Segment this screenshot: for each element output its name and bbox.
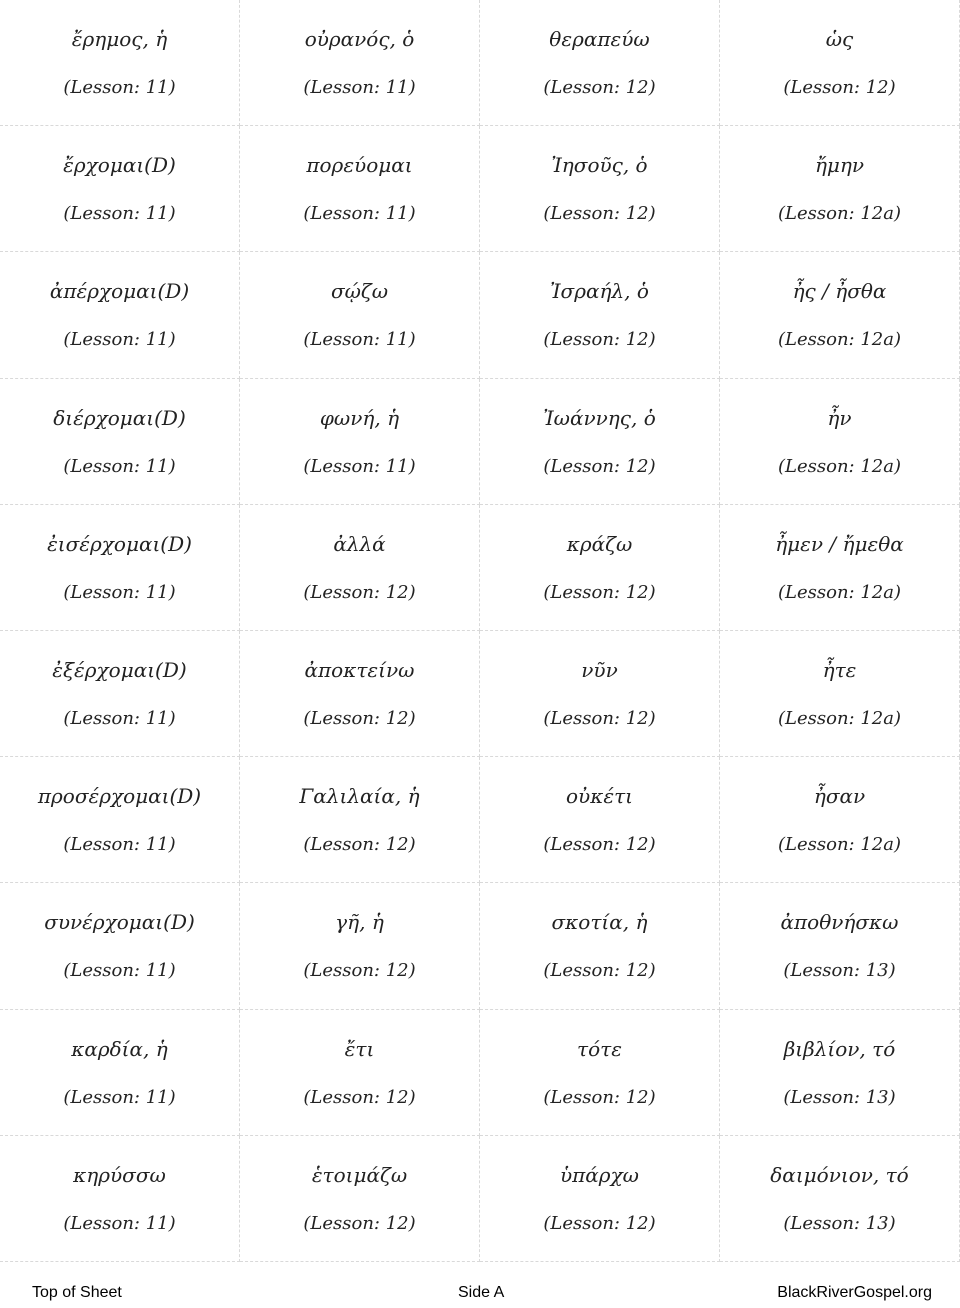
flashcard-lesson: (Lesson: 11): [63, 960, 176, 982]
flashcard: [480, 757, 720, 883]
flashcard-lesson: (Lesson: 13): [783, 960, 896, 982]
flashcard: [0, 379, 240, 505]
flashcard: [720, 757, 960, 883]
flashcard-lesson: (Lesson: 11): [63, 707, 176, 729]
flashcard-word: σῴζω: [330, 279, 389, 304]
flashcard-lesson: (Lesson: 12): [543, 1212, 656, 1234]
flashcard: [480, 505, 720, 631]
flashcard-word: κηρύσσω: [73, 1162, 166, 1187]
flashcard-lesson: (Lesson: 12a): [778, 329, 901, 351]
flashcard: [0, 252, 240, 378]
flashcard-lesson: (Lesson: 11): [303, 77, 416, 98]
flashcard-lesson: (Lesson: 12): [783, 77, 896, 98]
flashcard: [0, 1136, 240, 1262]
flashcard-lesson: (Lesson: 12): [303, 581, 416, 603]
flashcard-lesson: (Lesson: 11): [63, 834, 176, 856]
flashcard-lesson: (Lesson: 11): [63, 329, 176, 351]
flashcard: [0, 0, 240, 126]
flashcard-word: γῆ, ἡ: [335, 910, 384, 935]
flashcard: [720, 252, 960, 378]
flashcard-word: ἤμην: [814, 153, 865, 178]
flashcard: [480, 126, 720, 252]
flashcard-word: Ἰωάννης, ὁ: [543, 405, 656, 430]
flashcard: [240, 1010, 480, 1136]
flashcard: [0, 757, 240, 883]
flashcard-word: ἦσαν: [813, 784, 866, 809]
flashcard-lesson: (Lesson: 13): [783, 1086, 896, 1108]
flashcard-lesson: (Lesson: 12): [303, 1086, 416, 1108]
flashcard-word: πορεύομαι: [306, 153, 413, 178]
flashcard-word: ἦν: [827, 405, 852, 430]
flashcard-word: ἔτι: [344, 1036, 375, 1061]
flashcard: [720, 1010, 960, 1136]
flashcard-word: διέρχομαι(D): [53, 405, 186, 430]
flashcard-lesson: (Lesson: 12a): [778, 834, 901, 856]
flashcard-lesson: (Lesson: 12): [543, 581, 656, 603]
flashcard-lesson: (Lesson: 12): [543, 455, 656, 477]
flashcard-word: ἑτοιμάζω: [311, 1162, 408, 1187]
flashcard: [0, 883, 240, 1009]
footer-side-label: Side A: [458, 1284, 505, 1301]
flashcard-lesson: (Lesson: 12): [543, 329, 656, 351]
flashcard: [240, 505, 480, 631]
flashcard-lesson: (Lesson: 12a): [778, 581, 901, 603]
flashcard: [240, 0, 480, 126]
flashcard: [480, 0, 720, 126]
flashcard-lesson: (Lesson: 13): [783, 1212, 896, 1234]
flashcard-word: ἀποκτείνω: [304, 657, 415, 682]
flashcard: [720, 126, 960, 252]
flashcard-lesson: (Lesson: 11): [303, 203, 416, 225]
flashcard: [720, 631, 960, 757]
flashcard-word: ἀλλά: [333, 531, 386, 556]
flashcard-lesson: (Lesson: 12a): [778, 455, 901, 477]
flashcard-lesson: (Lesson: 11): [303, 329, 416, 351]
flashcard: [480, 883, 720, 1009]
flashcard: [0, 1010, 240, 1136]
flashcard: [240, 631, 480, 757]
flashcard-word: κράζω: [566, 531, 633, 556]
flashcard: [240, 252, 480, 378]
flashcard-word: ὑπάρχω: [560, 1162, 639, 1187]
flashcard: [240, 126, 480, 252]
flashcard-word: ἐξέρχομαι(D): [52, 657, 187, 682]
flashcard-word: σκοτία, ἡ: [551, 910, 648, 935]
flashcard: [480, 252, 720, 378]
flashcard: [720, 0, 960, 126]
flashcard-word: καρδία, ἡ: [71, 1036, 168, 1061]
flashcard-word: ἦς / ἦσθα: [792, 279, 887, 304]
flashcard: [720, 883, 960, 1009]
flashcard-word: προσέρχομαι(D): [37, 784, 202, 809]
flashcard: [0, 631, 240, 757]
flashcard: [240, 379, 480, 505]
flashcard-word: νῦν: [581, 657, 618, 682]
flashcard-word: ὡς: [825, 27, 854, 51]
flashcard: [720, 379, 960, 505]
flashcard-lesson: (Lesson: 12): [543, 707, 656, 729]
flashcard-lesson: (Lesson: 12): [303, 960, 416, 982]
flashcard-lesson: (Lesson: 12): [543, 203, 656, 225]
flashcard: [0, 505, 240, 631]
flashcard: [480, 1136, 720, 1262]
flashcard-word: Ἰησοῦς, ὁ: [551, 153, 648, 178]
page-footer: [0, 1284, 960, 1308]
flashcard-lesson: (Lesson: 12): [543, 77, 656, 98]
flashcard-word: ἐισέρχομαι(D): [47, 531, 192, 556]
flashcard-lesson: (Lesson: 11): [63, 1212, 176, 1234]
flashcard: [480, 1010, 720, 1136]
flashcard-lesson: (Lesson: 12a): [778, 203, 901, 225]
footer-top-of-sheet: Top of Sheet: [32, 1284, 122, 1301]
flashcard-lesson: (Lesson: 11): [63, 581, 176, 603]
flashcard-word: ἦτε: [822, 657, 857, 682]
flashcard-word: Γαλιλαία, ἡ: [299, 784, 420, 809]
flashcard-lesson: (Lesson: 12): [303, 834, 416, 856]
flashcard: [720, 1136, 960, 1262]
flashcard-word: Ἰσραήλ, ὁ: [550, 279, 649, 304]
flashcard-lesson: (Lesson: 12): [543, 960, 656, 982]
flashcard: [0, 126, 240, 252]
flashcard-lesson: (Lesson: 11): [63, 1086, 176, 1108]
flashcard-word: φωνή, ἡ: [319, 405, 400, 430]
flashcard: [480, 631, 720, 757]
flashcard-lesson: (Lesson: 12a): [778, 707, 901, 729]
flashcard: [240, 883, 480, 1009]
flashcard-word: θεραπεύω: [549, 27, 650, 51]
flashcard-word: οὐκέτι: [566, 784, 633, 809]
footer-website: BlackRiverGospel.org: [777, 1284, 932, 1301]
flashcard-word: ἔρημος, ἡ: [71, 27, 168, 51]
flashcard-word: ἀποθνήσκω: [780, 910, 899, 935]
flashcard-word: οὐρανός, ὁ: [304, 27, 415, 51]
flashcard-lesson: (Lesson: 12): [543, 834, 656, 856]
flashcard-lesson: (Lesson: 11): [63, 203, 176, 225]
flashcard-word: ἦμεν / ἤμεθα: [775, 531, 904, 556]
flashcard: [480, 379, 720, 505]
flashcard-lesson: (Lesson: 12): [543, 1086, 656, 1108]
flashcard: [240, 757, 480, 883]
flashcard-word: τότε: [577, 1036, 622, 1061]
flashcard: [240, 1136, 480, 1262]
flashcard-lesson: (Lesson: 12): [303, 1212, 416, 1234]
flashcard-word: δαιμόνιον, τό: [770, 1162, 909, 1187]
flashcard-word: συνέρχομαι(D): [44, 910, 195, 935]
flashcard-word: ἔρχομαι(D): [63, 153, 176, 178]
flashcard-lesson: (Lesson: 11): [303, 455, 416, 477]
flashcard: [720, 505, 960, 631]
flashcard-lesson: (Lesson: 11): [63, 77, 176, 98]
flashcard-lesson: (Lesson: 11): [63, 455, 176, 477]
flashcard-word: βιβλίον, τό: [783, 1036, 896, 1061]
flashcard-word: ἀπέρχομαι(D): [49, 279, 190, 304]
flashcard-lesson: (Lesson: 12): [303, 707, 416, 729]
